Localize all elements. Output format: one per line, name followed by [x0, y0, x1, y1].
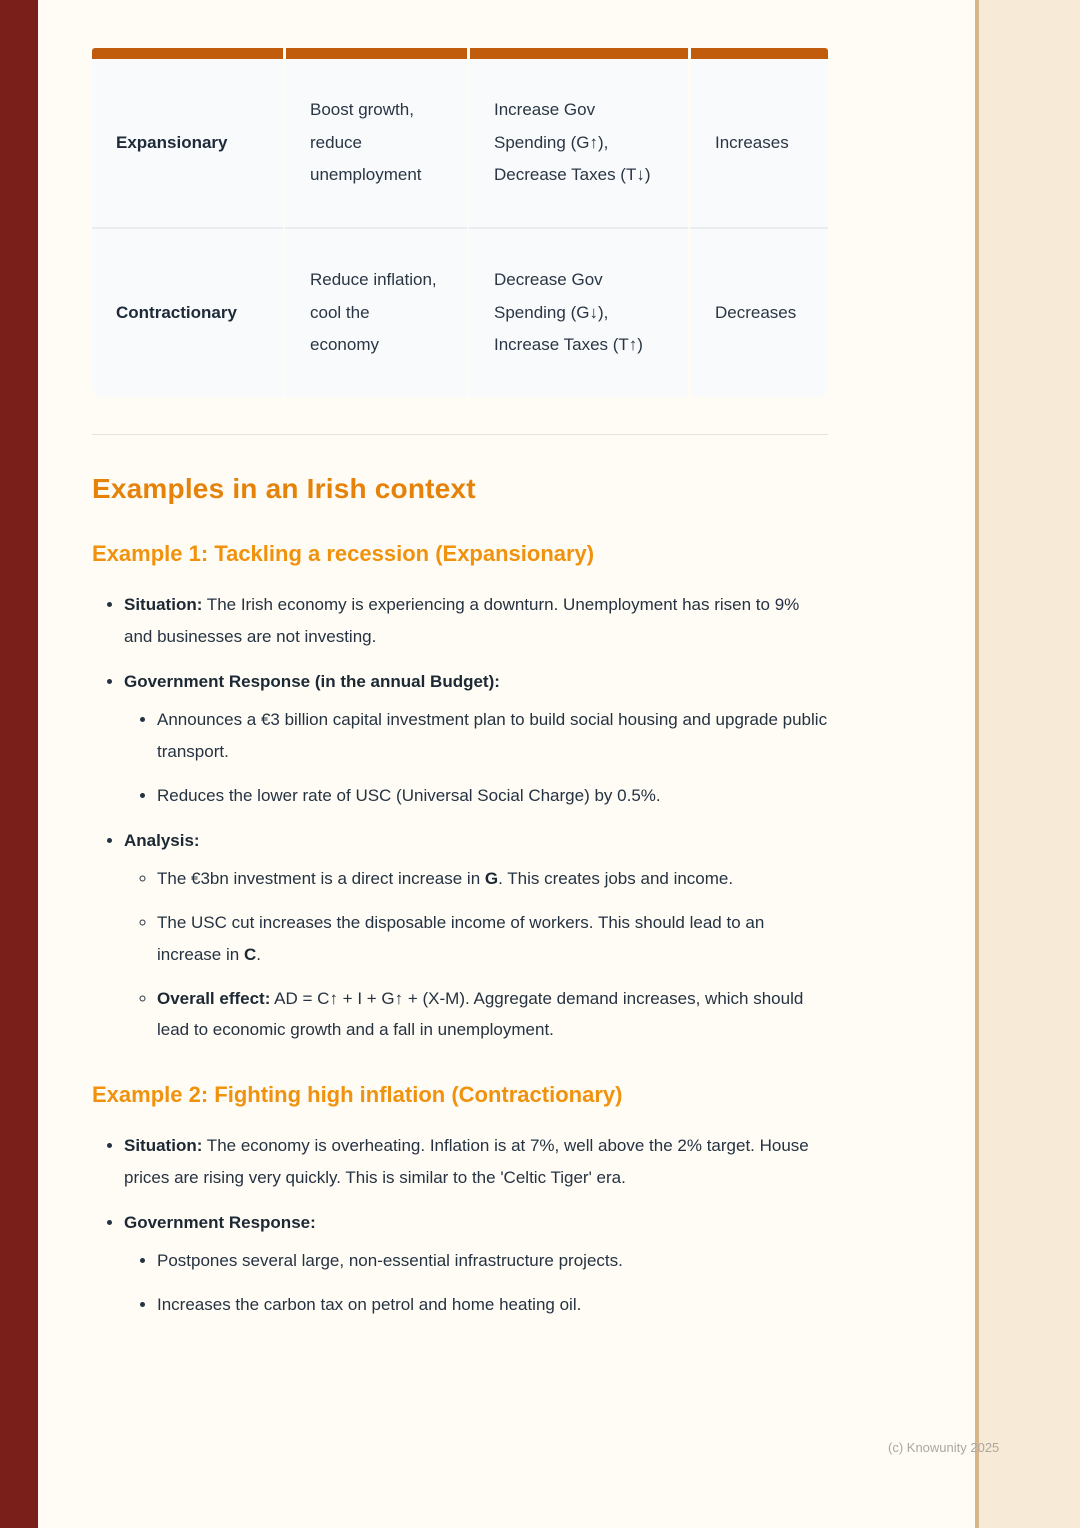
bullet-label: Overall effect: [157, 988, 271, 1008]
example2-list [92, 1130, 828, 1321]
bullet-text: The Irish economy is experiencing a downturn. Unemployment has risen to 9% and businesses are not investing. [124, 595, 800, 646]
list-item-situation [124, 1130, 828, 1194]
list-item [157, 983, 828, 1047]
example2-heading: Example 2: Fighting high inflation (Contractionary) [92, 1082, 623, 1108]
bullet-label: Government Response (in the annual Budget): [124, 671, 500, 691]
bullet-text: . [256, 944, 261, 964]
analysis-sublist [124, 863, 828, 1047]
bullet-bold: G [484, 868, 499, 888]
bullet-text: Reduces the lower rate of USC (Universal Social Charge) by 0.5%. [157, 785, 661, 805]
table-header-bar [688, 48, 828, 59]
bullet-text: The economy is overheating. Inflation is at 7%, well above the 2% target. House prices are rising very quickly. This is similar to the 'Celtic Tiger' era. [124, 1136, 809, 1188]
list-item-analysis [124, 825, 828, 1047]
bullet-text: The €3bn investment is a direct increase in [157, 868, 485, 888]
list-item-government-response [124, 1207, 828, 1321]
table-cell-aim: Reduce inflation, cool the economy [283, 227, 467, 397]
table-cell-effect: Increases [688, 59, 828, 227]
table-header-bar [92, 48, 283, 59]
bullet-text: Increases the carbon tax on petrol and home heating oil. [157, 1295, 582, 1315]
table-cell-aim: Boost growth, reduce unemployment [283, 59, 467, 227]
section-heading: Examples in an Irish context [92, 473, 476, 504]
bullet-text: AD = C↑ + I + G↑ + (X-M). Aggregate demand increases, which should lead to economic growth and a fall in unemployment. [157, 988, 804, 1040]
list-item-situation [124, 589, 828, 653]
copyright-footer: (c) Knowunity 2025 [888, 1440, 1000, 1455]
table-header-bars [92, 48, 828, 59]
table-body [92, 59, 828, 397]
list-item-government-response [124, 666, 828, 812]
table-header-bar [283, 48, 467, 59]
table-cell-effect: Decreases [688, 227, 828, 397]
section-divider [92, 434, 828, 435]
bullet-text: Announces a €3 billion capital investment plan to build social housing and upgrade public transport. [157, 709, 828, 761]
bullet-text: The USC cut increases the disposable income of workers. This should lead to an increase in [157, 912, 765, 964]
list-item [157, 780, 828, 812]
table-cell-tools: Increase Gov Spending (G↑), Decrease Taxes (T↓) [467, 59, 688, 227]
table-cell-policy-type: Expansionary [92, 59, 283, 227]
list-item [157, 1289, 828, 1321]
government-response-sublist [124, 704, 828, 812]
page-edge-line [975, 0, 979, 1528]
example1-list [92, 589, 828, 1046]
table-header-bar [467, 48, 688, 59]
bullet-label: Analysis: [124, 830, 200, 850]
bullet-label: Situation: [124, 1136, 203, 1156]
bullet-label: Government Response: [124, 1213, 316, 1233]
bullet-label: Situation: [124, 595, 203, 614]
list-item [157, 1245, 828, 1277]
list-item [157, 704, 828, 768]
bullet-text: . This creates jobs and income. [498, 868, 734, 888]
government-response-sublist [124, 1245, 828, 1321]
list-item [157, 907, 828, 971]
list-item [157, 863, 828, 895]
bullet-bold: C [243, 944, 257, 964]
bullet-text: Postpones several large, non-essential infrastructure projects. [157, 1251, 623, 1271]
fiscal-policy-table [92, 48, 828, 397]
table-cell-policy-type: Contractionary [92, 227, 283, 397]
table-cell-tools: Decrease Gov Spending (G↓), Increase Taxes (T↑) [467, 227, 688, 397]
page-surface [38, 0, 975, 1528]
document-content [92, 0, 828, 1334]
left-edge-strip [0, 0, 38, 1528]
example1-heading: Example 1: Tackling a recession (Expansionary) [92, 541, 595, 566]
